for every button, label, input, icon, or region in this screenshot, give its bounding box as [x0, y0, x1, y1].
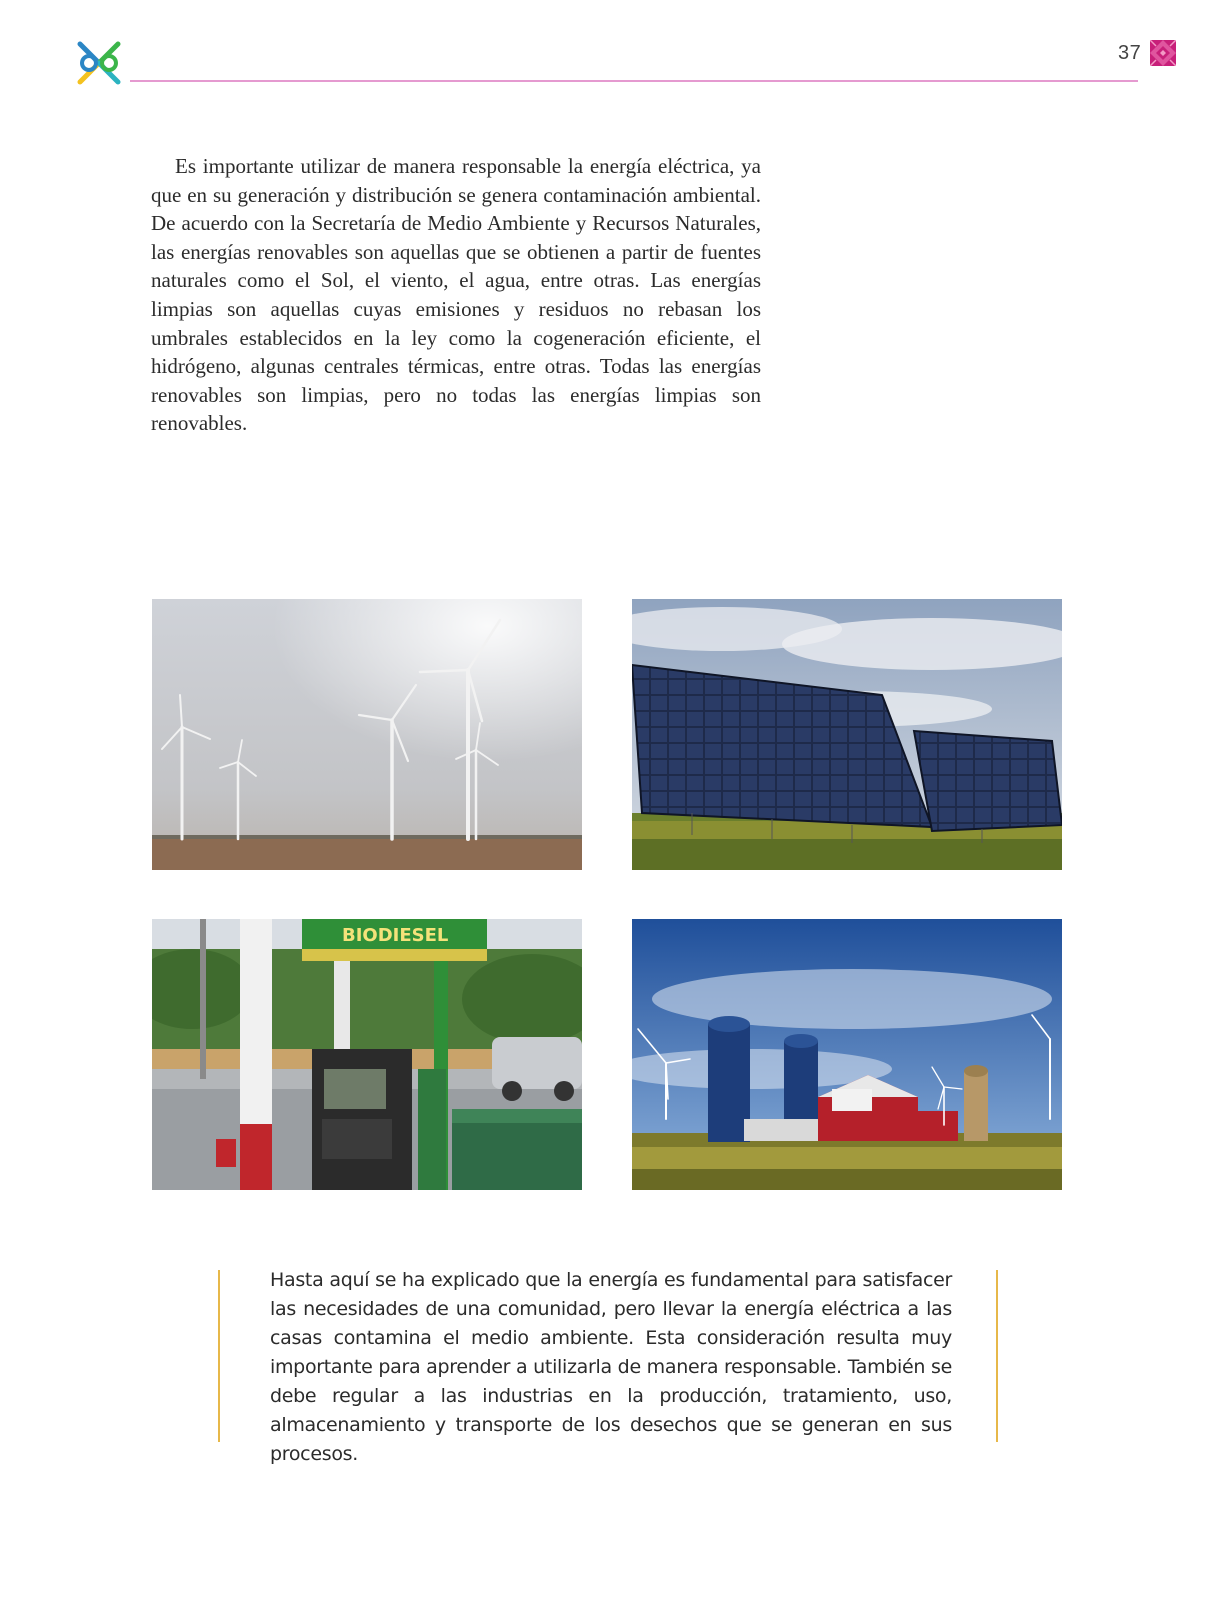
header-rule [130, 80, 1138, 82]
note-text: Hasta aquí se ha explicado que la energía es fundamental para satisfacer las necesidades de una comunidad, pero llevar la energía eléctrica a las casas contamina el medio ambiente. Esta consideración resulta muy importante para aprender a utilizarla de manera responsable. También se debe regular a las industrias en la producción, tratamiento, uso, almacenamiento y transporte de los desechos que se generan en sus procesos. [270, 1269, 952, 1465]
wind-turbines-photo [152, 599, 582, 870]
note-box [218, 1269, 998, 1465]
note-bar-left [218, 1270, 220, 1442]
farm-silos-photo [632, 919, 1062, 1190]
solar-panels-photo [632, 599, 1062, 870]
magenta-pattern-icon [1150, 40, 1176, 66]
page-number: 37 [1118, 42, 1142, 64]
note-bar-right [996, 1270, 998, 1442]
biodiesel-sign-text: BIODIESEL [342, 925, 449, 946]
biodiesel-station-photo [152, 919, 582, 1190]
body-paragraph: Es importante utilizar de manera responsable la energía eléctrica, ya que en su generación y distribución se genera contaminación ambiental. De acuerdo con la Secretaría de Medio Ambiente y Recursos Naturales, las energías renovables son aquellas que se obtienen a partir de fuentes naturales como el Sol, el viento, el agua, entre otras. Las energías limpias son aquellas cuyas emisiones y residuos no rebasan los umbrales establecidos en la ley como la cogeneración eficiente, el hidrógeno, algunas centrales térmicas, entre otras. Todas las energías renovables son limpias, pero no todas las energías limpias son renovables. [151, 154, 761, 436]
knot-logo-icon [76, 40, 122, 86]
